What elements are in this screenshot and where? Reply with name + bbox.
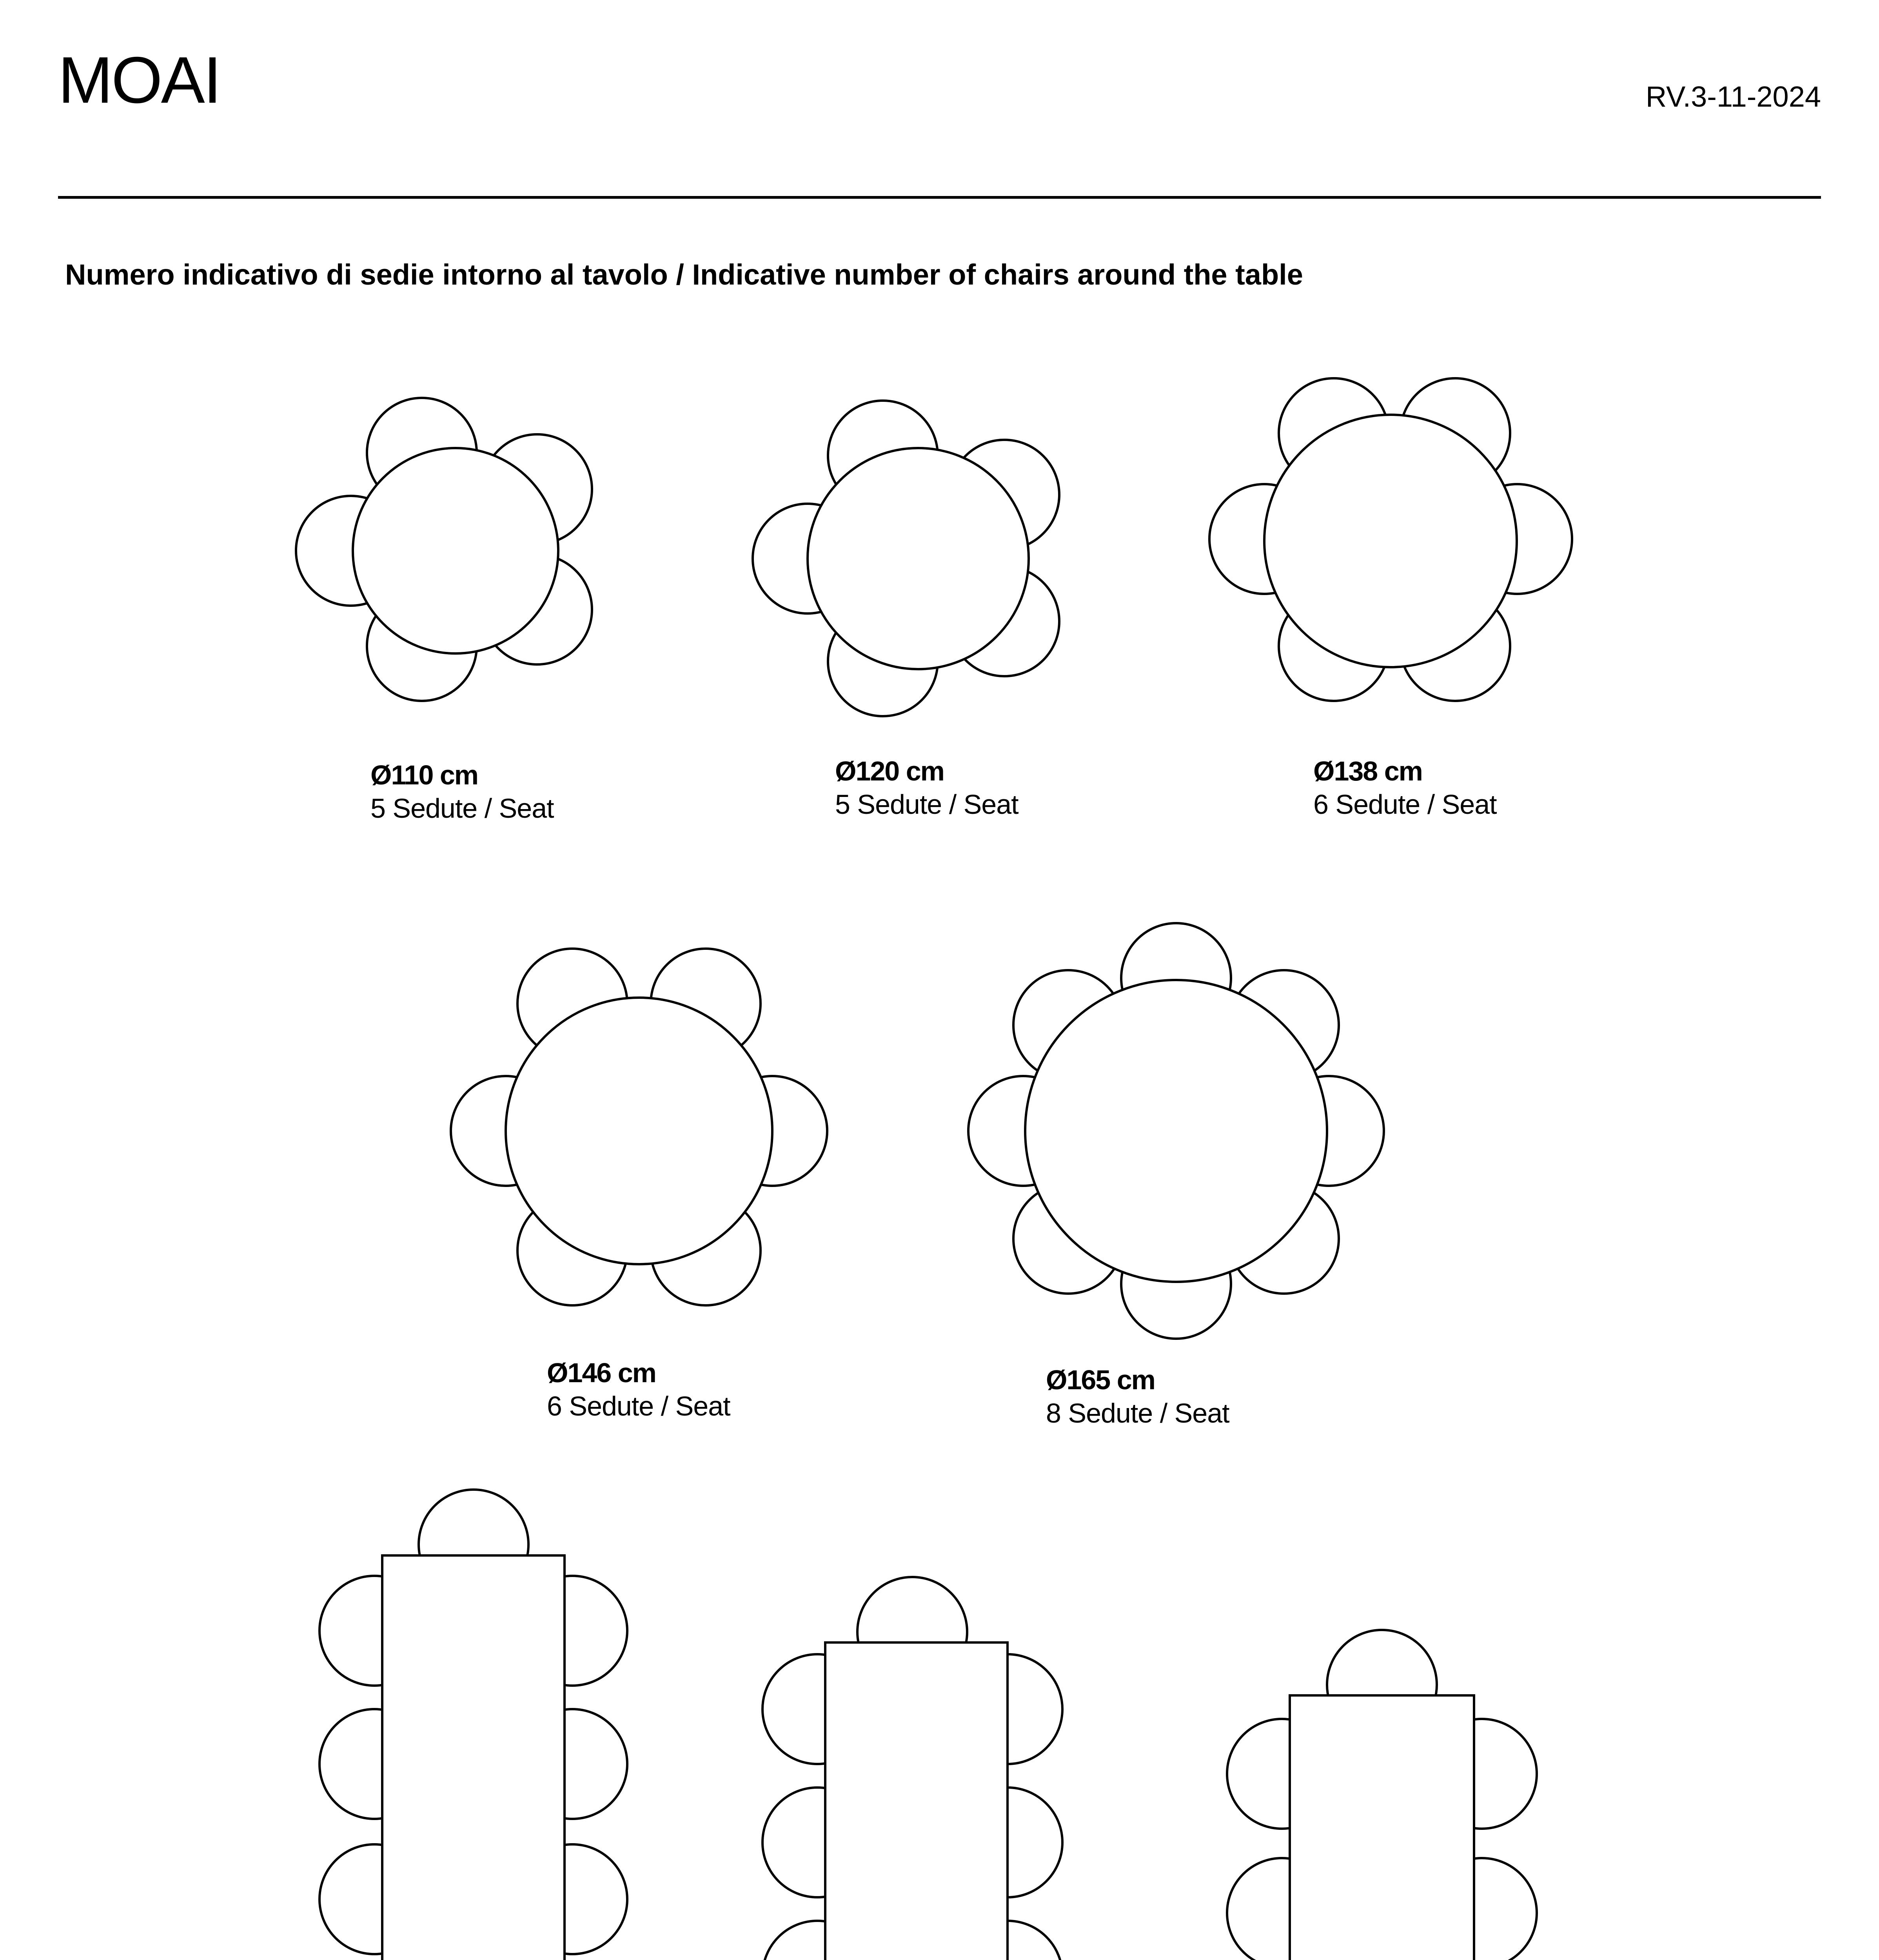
table-label-165 [1046, 1363, 1229, 1430]
table-plan-165 [968, 923, 1384, 1339]
table-top [353, 448, 558, 653]
table-plan-146 [451, 949, 827, 1305]
table-top [1025, 980, 1327, 1282]
table-top [808, 448, 1029, 669]
revision-code: RV.3-11-2024 [1645, 80, 1821, 113]
table-top [382, 1555, 565, 1960]
table-plan-138 [1209, 378, 1572, 701]
table-top [825, 1642, 1008, 1960]
table-top [506, 998, 772, 1264]
table-dimension: Ø146 cm [547, 1357, 656, 1388]
table-label-138 [1313, 755, 1497, 822]
table-plan-110 [296, 398, 592, 701]
table-plan-220x100 [762, 1577, 1062, 1960]
table-plan-120 [753, 401, 1059, 716]
table-top [1264, 415, 1517, 667]
table-seats: 6 Sedute / Seat [1313, 789, 1497, 820]
table-seats: 5 Sedute / Seat [835, 789, 1018, 820]
table-label-110 [370, 759, 554, 826]
table-top [1290, 1695, 1474, 1960]
table-seats: 8 Sedute / Seat [1046, 1398, 1229, 1429]
table-dimension: Ø120 cm [835, 756, 944, 786]
table-dimension: Ø138 cm [1313, 756, 1422, 786]
table-seats: 6 Sedute / Seat [547, 1391, 730, 1422]
table-plan-160x100 [1227, 1630, 1537, 1960]
table-plan-300x100 [320, 1490, 627, 1960]
table-label-120 [835, 755, 1018, 822]
table-dimension: Ø165 cm [1046, 1365, 1155, 1395]
brand-logo-text: MOAI [58, 43, 220, 117]
table-dimension: Ø110 cm [370, 760, 478, 790]
table-seats: 5 Sedute / Seat [370, 793, 554, 824]
page-heading: Numero indicativo di sedie intorno al tavolo / Indicative number of chairs around the table [65, 258, 1303, 291]
table-label-146 [547, 1356, 730, 1423]
